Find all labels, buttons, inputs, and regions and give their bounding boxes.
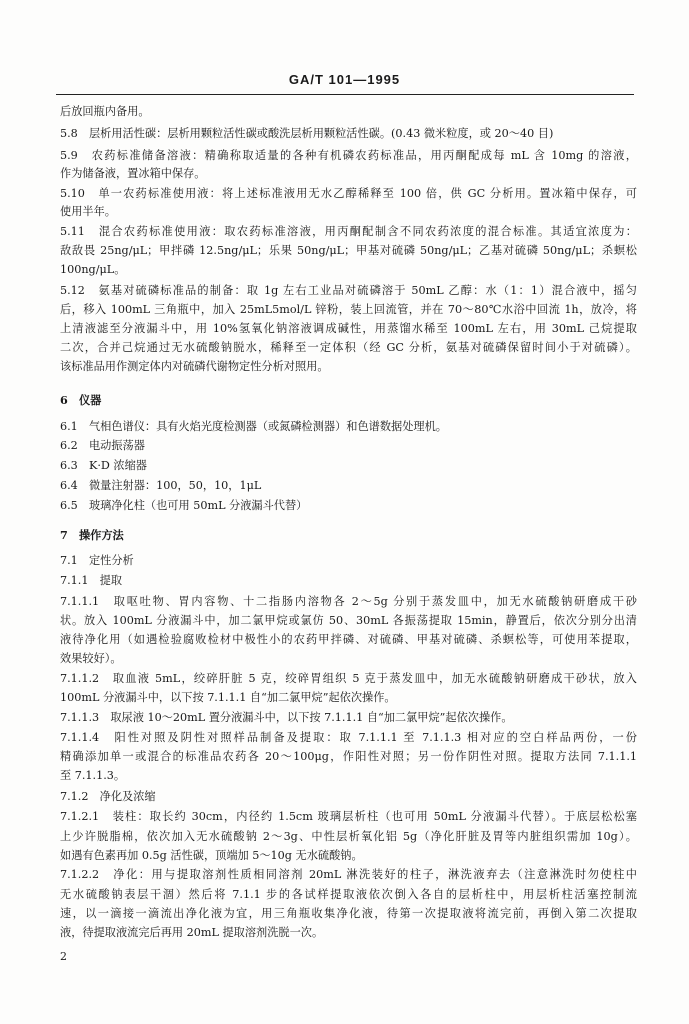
- page-header: GA/T 101—1995: [288, 72, 401, 87]
- text-line: 7.1.1.1 取呕吐物、胃内容物、十二指肠内溶物各 2～5g 分别于蒸发皿中，加无水硫酸钠研磨成干砂: [60, 595, 637, 608]
- text-line: 7.1.2.2 净化：用与提取溶剂性质相同溶剂 20mL 淋洗装好的柱子，淋洗液弃去（注意淋洗时勿使柱中: [60, 868, 637, 881]
- text-line: 7.1.1 提取: [60, 574, 123, 587]
- text-line: 5.12 氨基对硫磷标准品的制备：取 1g 左右工业品对硫磷溶于 50mL 乙醇：水（1：1）混合液中，摇匀: [60, 284, 637, 297]
- text-line: 7.1 定性分析: [60, 554, 134, 567]
- text-line: 如遇有色素再加 0.5g 活性碳，顶端加 5～10g 无水硫酸钠。: [60, 849, 363, 862]
- text-line: 5.9 农药标准储备溶液：精确称取适量的各种有机磷农药标准品，用丙酮配成每 mL 含 10mg 的溶液，: [60, 149, 637, 162]
- text-line: 至 7.1.1.3。: [60, 769, 126, 782]
- text-line: 该标准品用作测定体内对硫磷代谢物定性分析对照用。: [60, 360, 329, 373]
- text-line: 7.1.2.1 装柱：取长约 30cm，内径约 1.5cm 玻璃层析柱（也可用 50mL 分液漏斗代替）。于底层松松塞: [60, 810, 637, 823]
- text-line: 作为储备液，置冰箱中保存。: [60, 167, 206, 180]
- page-number: 2: [60, 950, 67, 963]
- text-line: 液待净化用（如遇检验腐败检材中极性小的农药甲拌磷、对硫磷、甲基对硫磷、杀螟松等，可使用苯提取，: [60, 633, 637, 646]
- text-line: 精确添加单一或混合的标准品农药各 20～100μg，作阳性对照；另一份作阴性对照。提取方法同 7.1.1.1: [60, 750, 637, 763]
- text-line: 敌敌畏 25ng/μL；甲拌磷 12.5ng/μL；乐果 50ng/μL；甲基对硫磷 50ng/μL；乙基对硫磷 50ng/μL；杀螟松: [60, 244, 637, 257]
- text-line: 使用半年。: [60, 205, 116, 218]
- section-heading: 7 操作方法: [60, 528, 124, 542]
- text-line: 上清液滤至分液漏斗中，用 10%氢氧化钠溶液调成碱性，用蒸馏水稀至 100mL 左右，用 30mL 己烷提取: [60, 322, 637, 335]
- text-line: 100mL 分液漏斗中，以下按 7.1.1.1 自“加二氯甲烷”起依次操作。: [60, 691, 396, 704]
- text-line: 6.3 K·D 浓缩器: [60, 459, 147, 472]
- text-line: 后放回瓶内备用。: [60, 105, 150, 118]
- text-line: 速，以一滴接一滴流出净化液为宜，用三角瓶收集净化液，待第一次提取液将流完前，再倒入第二次提取: [60, 907, 637, 920]
- text-line: 上少许脱脂棉，依次加入无水硫酸钠 2～3g、中性层析氧化铝 5g（净化肝脏及胃等内脏组织需加 10g）。: [60, 830, 637, 843]
- text-line: 7.1.2 净化及浓缩: [60, 790, 156, 803]
- section-heading: 6 仪器: [60, 393, 102, 407]
- text-line: 后，移入 100mL 三角瓶中，加入 25mL5mol/L 锌粉，装上回流管，并在 70～80℃水浴中回流 1h，放冷，将: [60, 303, 637, 316]
- text-line: 效果较好）。: [60, 652, 122, 665]
- text-line: 5.8 层析用活性碳：层析用颗粒活性碳或酸洗层析用颗粒活性碳。(0.43 微米粒度，或 20～40 目): [60, 127, 554, 140]
- text-line: 7.1.1.4 阳性对照及阴性对照样品制备及提取：取 7.1.1.1 至 7.1.1.3 相对应的空白样品两份，一份: [60, 731, 637, 744]
- text-line: 5.11 混合农药标准使用液：取农药标准溶液，用丙酮配制含不同农药浓度的混合标准。其适宜浓度为：: [60, 225, 637, 238]
- text-line: 状。放入 100mL 分液漏斗中，加二氯甲烷或氯仿 50、30mL 各振荡提取 15min，静置后，依次分别分出清: [60, 614, 637, 627]
- text-line: 无水硫酸钠表层干涸）然后将 7.1.1 步的各试样提取液依次倒入各自的层析柱中，用层析柱活塞控制流: [60, 888, 637, 901]
- text-line: 6.2 电动振荡器: [60, 439, 145, 452]
- text-line: 二次，合并己烷通过无水硫酸钠脱水，稀释至一定体积（经 GC 分析，氨基对硫磷保留时间小于对硫磷）。: [60, 341, 637, 354]
- text-line: 液，待提取液流完后再用 20mL 提取溶剂洗脱一次。: [60, 926, 324, 939]
- text-line: 7.1.1.3 取尿液 10～20mL 置分液漏斗中，以下按 7.1.1.1 自“加二氯甲烷”起依次操作。: [60, 711, 513, 724]
- text-line: 6.5 玻璃净化柱（也可用 50mL 分液漏斗代替）: [60, 499, 308, 512]
- text-line: 6.1 气相色谱仪：具有火焰光度检测器（或氮磷检测器）和色谱数据处理机。: [60, 420, 447, 433]
- text-line: 100ng/μL。: [60, 263, 126, 276]
- header-rule: [56, 94, 634, 95]
- text-line: 6.4 微量注射器：100，50，10，1μL: [60, 479, 262, 492]
- text-line: 7.1.1.2 取血液 5mL，绞碎肝脏 5 克，绞碎胃组织 5 克于蒸发皿中，加无水硫酸钠研磨成干砂状，放入: [60, 672, 637, 685]
- text-line: 5.10 单一农药标准使用液：将上述标准液用无水乙醇稀释至 100 倍，供 GC 分析用。置冰箱中保存，可: [60, 187, 637, 200]
